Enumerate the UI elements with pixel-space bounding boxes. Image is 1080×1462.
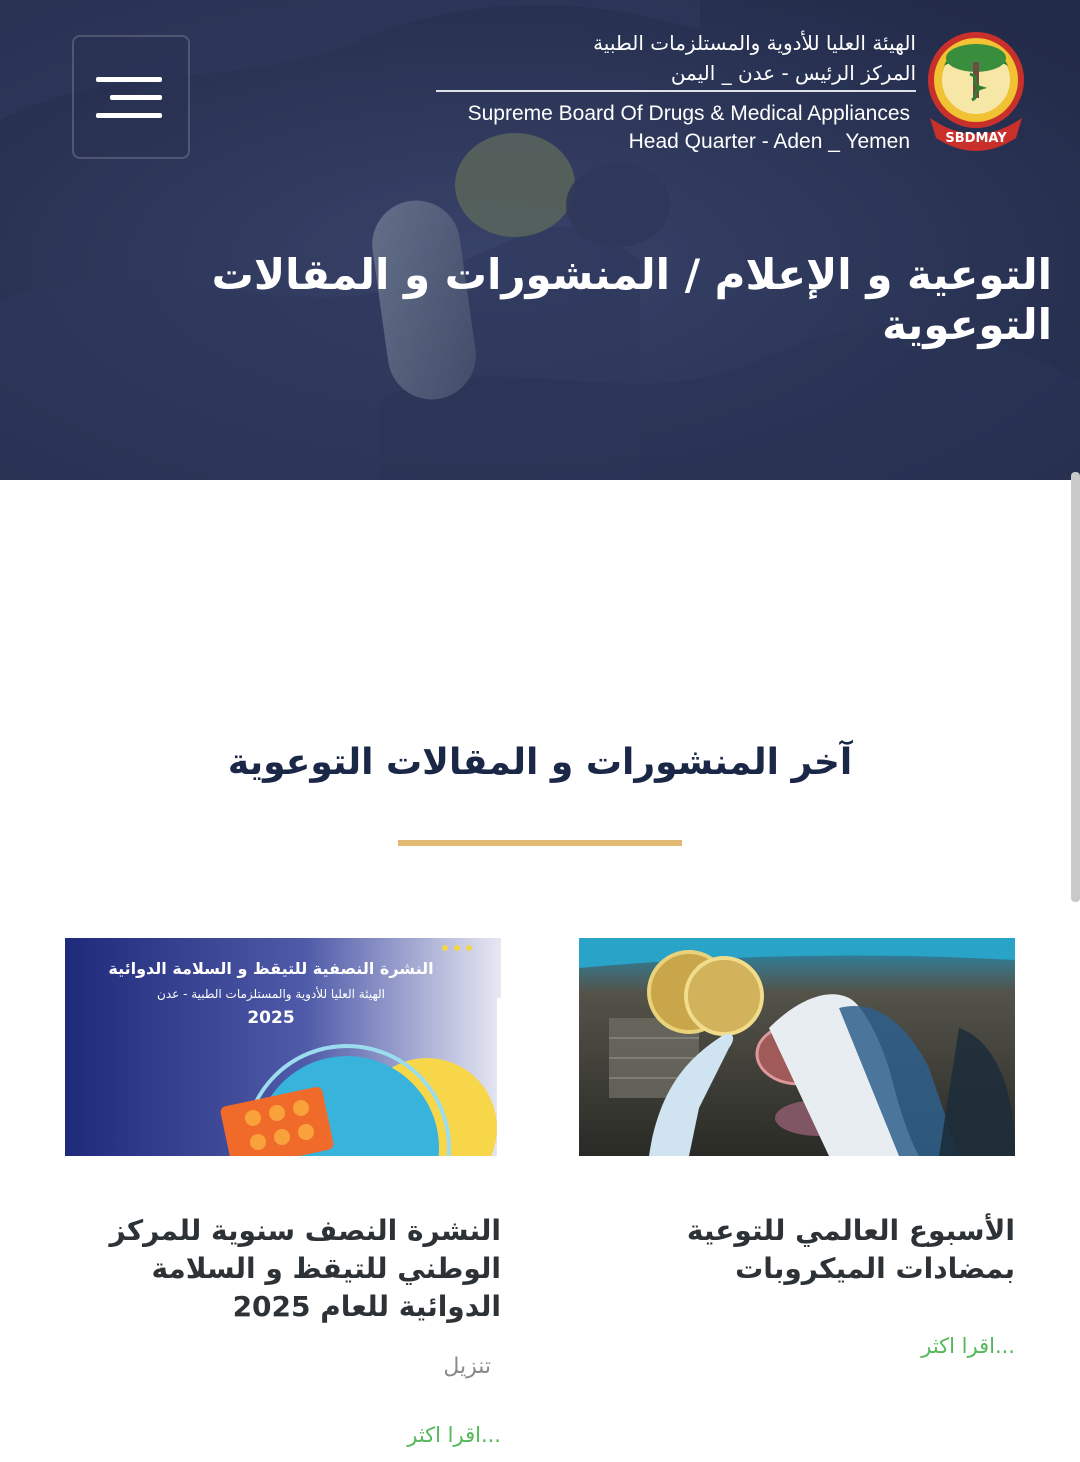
read-more-link[interactable]: ...اقرا اكثر [921, 1334, 1015, 1358]
brand-english-line2: Head Quarter - Aden _ Yemen [628, 130, 910, 153]
brand-arabic-name [593, 28, 916, 88]
section-title: آخر المنشورات و المقالات التوعوية [227, 742, 853, 783]
hamburger-menu-icon-bar [110, 95, 162, 100]
article-card-antimicrobial [579, 938, 1015, 1358]
section-divider [398, 840, 682, 846]
brand-english-name [468, 100, 910, 156]
hamburger-menu-button[interactable] [72, 35, 190, 159]
page-title: التوعية و الإعلام / المنشورات و المقالات التوعوية [211, 250, 1052, 349]
brand-arabic-line1: الهيئة العليا للأدوية والمستلزمات الطبية [593, 31, 916, 55]
bulletin-cover-image[interactable] [65, 938, 501, 1156]
bulletin-cover-subtitle: الهيئة العليا للأدوية والمستلزمات الطبية - عدن [157, 987, 385, 1001]
logo-lettering: SBDMAY [945, 131, 1007, 146]
hamburger-menu-icon-bar [96, 113, 162, 118]
bulletin-cover-title: النشرة النصفية للتيقظ و السلامة الدوائية [108, 959, 434, 978]
brand-divider [436, 90, 916, 92]
lab-photo-graphic [579, 938, 1015, 1156]
site-brand[interactable] [378, 18, 1028, 158]
bulletin-cover-year: 2025 [247, 1008, 295, 1028]
hamburger-menu-icon [96, 77, 162, 82]
article-title[interactable]: النشرة النصف سنوية للمركز الوطني للتيقظ و السلامة الدوائية للعام 2025 [109, 1214, 501, 1323]
page-scrollbar[interactable] [1071, 472, 1080, 902]
sbdmay-logo [924, 18, 1028, 156]
read-more-link[interactable]: ...اقرا اكثر [407, 1423, 501, 1447]
brand-arabic-line2: المركز الرئيس - عدن _ اليمن [670, 61, 916, 85]
article-card-bulletin [65, 938, 501, 1447]
article-title[interactable]: الأسبوع العالمي للتوعية بمضادات الميكروبات [686, 1214, 1015, 1285]
page-hero [0, 0, 1080, 480]
download-link[interactable]: تنزيل [443, 1354, 491, 1379]
bulletin-cover-text [91, 956, 451, 1030]
brand-english-line1: Supreme Board Of Drugs & Medical Appliances [467, 102, 910, 125]
lab-petri-dish-image[interactable] [579, 938, 1015, 1156]
